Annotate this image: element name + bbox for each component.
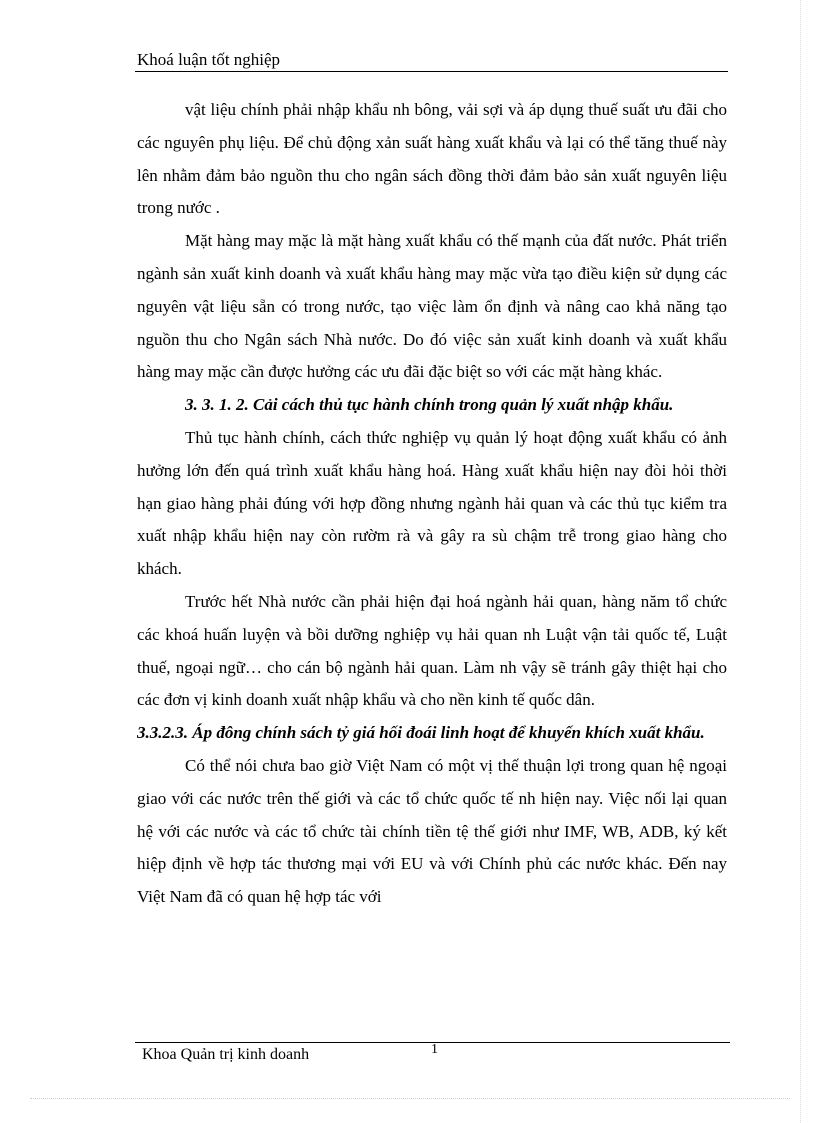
section-heading-3312: 3. 3. 1. 2. Cải cách thủ tục hành chính trong quản lý xuất nhập khẩu. bbox=[185, 395, 674, 415]
paragraph-3: Thủ tục hành chính, cách thức nghiệp vụ quản lý hoạt động xuất khẩu có ảnh hưởng lớn đến quá trình xuất khẩu hàng hoá. Hàng xuất khẩu hiện nay đòi hỏi thời hạn giao hàng phải đúng với hợp đồng nhưng ngành hải quan và các thủ tục kiểm tra xuất nhập khẩu hiện nay còn rườm rà và gây ra sù chậm trễ trong giao hàng cho khách. bbox=[137, 427, 727, 579]
paragraph-1: vật liệu chính phải nhập khẩu nh bông, vải sợi và áp dụng thuế suất ưu đãi cho các nguyên phụ liệu. Để chủ động xản suất hàng xuất khẩu và lại có thể tăng thuế này lên nhằm đảm bảo nguồn thu cho ngân sách đồng thời đảm bảo sản xuất nguyên liệu trong nước . bbox=[137, 100, 727, 218]
paragraph-2: Mặt hàng may mặc là mặt hàng xuất khẩu có thế mạnh của đất nước. Phát triển ngành sản xuất kinh doanh và xuất khẩu hàng may mặc vừa tạo điều kiện sử dụng các nguyên vật liệu sẵn có trong nước, tạo việc làm ổn định và nâng cao khả năng tạo nguồn thu cho Ngân sách Nhà nước. Do đó việc sản xuất kinh doanh và xuất khẩu hàng may mặc cần được hưởng các ưu đãi đặc biệt so với các mặt hàng khác. bbox=[137, 231, 727, 382]
page-bottom-border bbox=[30, 1098, 790, 1099]
page-side-border bbox=[800, 0, 801, 1123]
section-heading-3323: 3.3.2.3. Áp đông chính sách tỷ giá hối đoái linh hoạt để khuyến khích xuất khẩu. bbox=[137, 723, 705, 743]
header-title: Khoá luận tốt nghiệp bbox=[137, 50, 281, 69]
document-body bbox=[137, 94, 727, 914]
page-number: 1 bbox=[431, 1042, 438, 1057]
paragraph-4: Trước hết Nhà nước cần phải hiện đại hoá ngành hải quan, hàng năm tổ chức các khoá huấn luyện và bồi dưỡng nghiệp vụ hải quan nh Luật vận tải quốc tế, Luật thuế, ngoại ngữ… cho cán bộ ngành hải quan. Làm nh vậy sẽ tránh gây thiệt hại cho các đơn vị kinh doanh xuất nhập khẩu và cho nền kinh tế quốc dân. bbox=[137, 591, 727, 710]
header-rule bbox=[135, 71, 728, 72]
footer-department: Khoa Quản trị kinh doanh bbox=[142, 1046, 310, 1063]
paragraph-5: Có thể nói chưa bao giờ Việt Nam có một vị thế thuận lợi trong quan hệ ngoại giao với các nước trên thế giới và các tổ chức quốc tế nh hiện nay. Việc nối lại quan hệ với các nước và các tổ chức tài chính tiền tệ thế giới như IMF, WB, ADB, ký kết hiệp định về hợp tác thương mại với EU và với Chính phủ các nước khác. Đến nay Việt Nam đã có quan hệ hợp tác với bbox=[137, 755, 727, 907]
